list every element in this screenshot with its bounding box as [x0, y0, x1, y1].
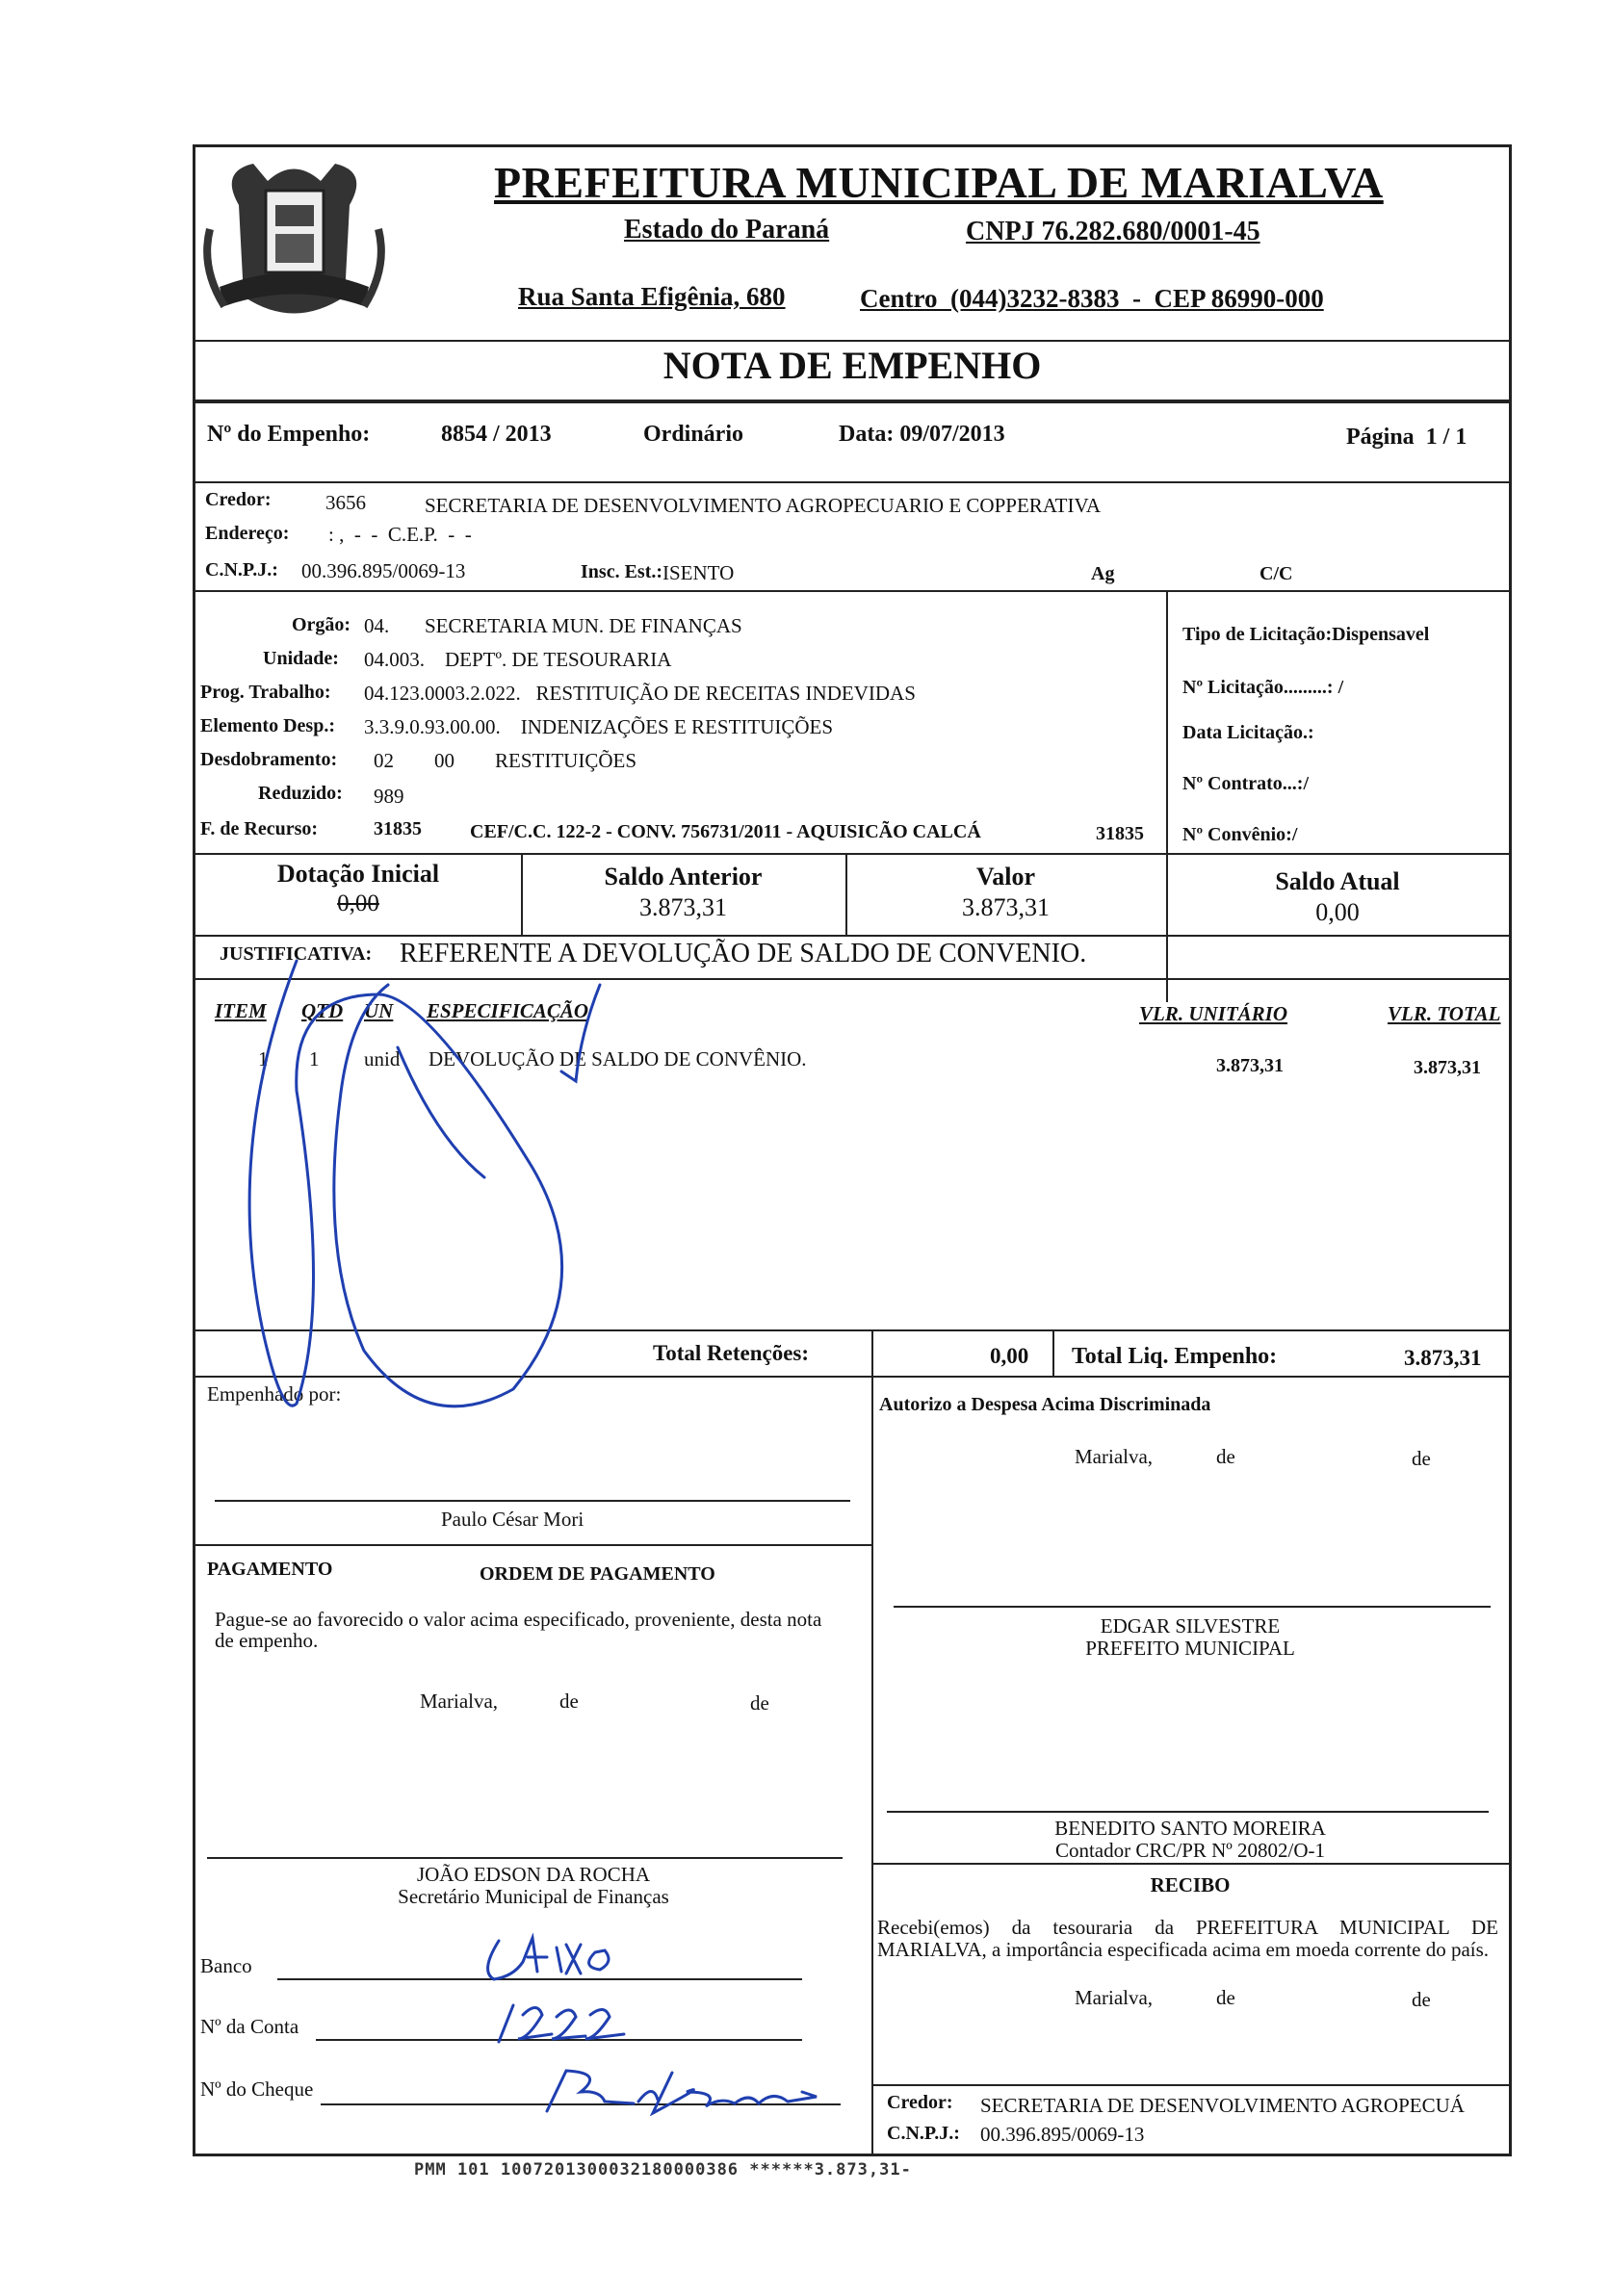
retencoes-label: Total Retenções: [653, 1341, 810, 1365]
desdobramento-value: 02 00 RESTITUIÇÕES [374, 749, 636, 772]
autorizo-de1: de [1216, 1445, 1235, 1468]
footer-cnpj-label: C.N.P.J.: [887, 2123, 960, 2144]
numero-licitacao: Nº Licitação.........: / [1182, 677, 1344, 698]
orgao-label: Orgão: [292, 614, 351, 635]
state-name: Estado do Paraná [624, 215, 830, 245]
pagamento-de2: de [750, 1691, 769, 1715]
retencoes-value: 0,00 [990, 1344, 1029, 1368]
empenhado-label: Empenhado por: [207, 1382, 342, 1406]
desdobramento-label: Desdobramento: [200, 749, 338, 770]
liquido-label: Total Liq. Empenho: [1072, 1344, 1278, 1369]
row-qtd-cell: 1 [309, 1047, 320, 1071]
data-licitacao: Data Licitação.: [1182, 722, 1314, 743]
recibo-de1: de [1216, 1986, 1235, 2009]
elemento-value: 3.3.9.0.93.00.00. INDENIZAÇÕES E RESTITUIÇÕES [364, 715, 834, 738]
empenho-date: Data: 09/07/2013 [839, 422, 1005, 447]
conta-label: Nº da Conta [200, 2015, 299, 2038]
empenhado-signer: Paulo César Mori [441, 1508, 584, 1531]
numero-contrato: Nº Contrato...:/ [1182, 773, 1310, 794]
liquido-value: 3.873,31 [1404, 1346, 1482, 1370]
credor-label: Credor: [205, 489, 272, 510]
empenho-number: 8854 / 2013 [441, 422, 552, 447]
saldo-atual-label: Saldo Atual [1275, 867, 1400, 895]
cheque-label: Nº do Cheque [200, 2077, 314, 2101]
pagamento-label: PAGAMENTO [207, 1559, 333, 1580]
document-title: NOTA DE EMPENHO [662, 344, 1042, 387]
conta-handwriting [494, 1996, 648, 2049]
valor-value: 3.873,31 [962, 893, 1050, 921]
footer-credor-label: Credor: [887, 2092, 953, 2113]
elemento-label: Elemento Desp.: [200, 715, 335, 736]
recibo-de2: de [1412, 1988, 1431, 2011]
municipality-title: PREFEITURA MUNICIPAL DE MARIALVA [494, 158, 1384, 207]
prog-value: 04.123.0003.2.022. RESTITUIÇÃO DE RECEITAS INDEVIDAS [364, 682, 916, 705]
dotacao-label: Dotação Inicial [276, 860, 440, 888]
contador-name: BENEDITO SANTO MOREIRA [1054, 1817, 1326, 1840]
pagamento-place: Marialva, [420, 1690, 499, 1713]
especificacao-header: ESPECIFICAÇÃO [427, 999, 589, 1022]
cheque-signature [528, 2063, 874, 2116]
cc-label: C/C [1259, 563, 1293, 584]
pagamento-de1: de [559, 1690, 579, 1713]
contador-role: Contador CRC/PR Nº 20802/O-1 [1054, 1839, 1326, 1862]
autorizo-place: Marialva, [1075, 1445, 1154, 1468]
banco-label: Banco [200, 1954, 252, 1977]
reduzido-label: Reduzido: [258, 783, 343, 804]
credor-cnpj: 00.396.895/0069-13 [301, 559, 466, 582]
vlr-unitario-header: VLR. UNITÁRIO [1139, 1002, 1288, 1025]
dotacao-value: 0,00 [337, 890, 379, 916]
empenho-type: Ordinário [643, 422, 744, 447]
credor-code: 3656 [325, 491, 366, 514]
empenho-number-label: Nº do Empenho: [207, 422, 371, 447]
pagamento-signer-role: Secretário Municipal de Finanças [398, 1885, 669, 1908]
valor-label: Valor [975, 863, 1036, 890]
saldo-anterior-value: 3.873,31 [639, 893, 727, 921]
numero-convenio: Nº Convênio:/ [1182, 824, 1298, 845]
footer-credor-name: SECRETARIA DE DESENVOLVIMENTO AGROPECUÁ [980, 2094, 1465, 2117]
tipo-licitacao: Tipo de Licitação:Dispensavel [1182, 624, 1430, 645]
credor-endereco: : , - - C.E.P. - - [328, 523, 472, 546]
unidade-value: 04.003. DEPTº. DE TESOURARIA [364, 648, 672, 671]
endereco-label: Endereço: [205, 523, 290, 544]
row-item-cell: 1 [258, 1047, 269, 1071]
qtd-header: QTD [301, 999, 344, 1022]
empenho-form [193, 144, 1512, 2156]
unidade-label: Unidade: [263, 648, 339, 669]
coat-of-arms-logo [200, 152, 388, 330]
saldo-atual-value: 0,00 [1315, 898, 1360, 926]
cnpj-label: C.N.P.J.: [205, 559, 278, 580]
pagamento-text: Pague-se ao favorecido o valor acima especificado, proveniente, desta nota de empenho. [215, 1608, 822, 1652]
recurso-description: CEF/C.C. 122-2 - CONV. 756731/2011 - AQUISICÃO CALCÁ [470, 821, 981, 842]
orgao-value: 04. SECRETARIA MUN. DE FINANÇAS [364, 614, 742, 637]
row-unitario-cell: 3.873,31 [1216, 1055, 1284, 1076]
credor-name: SECRETARIA DE DESENVOLVIMENTO AGROPECUARIO E COPPERATIVA [425, 494, 1102, 517]
saldo-anterior-label: Saldo Anterior [604, 863, 763, 890]
prog-label: Prog. Trabalho: [200, 682, 331, 703]
row-especificacao-cell: DEVOLUÇÃO DE SALDO DE CONVÊNIO. [428, 1047, 807, 1071]
ordem-pagamento-title: ORDEM DE PAGAMENTO [480, 1563, 715, 1585]
vlr-total-header: VLR. TOTAL [1388, 1002, 1501, 1025]
credor-insc: ISENTO [662, 561, 735, 584]
footer-cnpj-value: 00.396.895/0069-13 [980, 2123, 1145, 2146]
recurso-label: F. de Recurso: [200, 818, 319, 839]
autorizo-signer-name: EDGAR SILVESTRE [1100, 1614, 1281, 1638]
recibo-text: Recebi(emos) da tesouraria da PREFEITURA MUNICIPAL DE MARIALVA, a importância especificada acima em moeda corrente do país. [877, 1916, 1498, 1961]
recibo-place: Marialva, [1075, 1986, 1154, 2009]
recurso-value: 31835 [374, 818, 422, 839]
autorizo-de2: de [1412, 1447, 1431, 1470]
justificativa-label: JUSTIFICATIVA: [220, 943, 373, 965]
recurso-code: 31835 [1096, 823, 1144, 844]
cnpj-header: CNPJ 76.282.680/0001-45 [966, 217, 1260, 246]
pagamento-signer-name: JOÃO EDSON DA ROCHA [416, 1863, 651, 1886]
justificativa-text: REFERENTE A DEVOLUÇÃO DE SALDO DE CONVENIO. [400, 939, 1087, 968]
row-total-cell: 3.873,31 [1414, 1057, 1481, 1078]
row-un-cell: unid [364, 1047, 401, 1071]
page-number: Página 1 / 1 [1346, 425, 1467, 450]
item-header: ITEM [215, 999, 267, 1022]
autorizo-label: Autorizo a Despesa Acima Discriminada [879, 1394, 1211, 1415]
address-contact: Centro (044)3232-8383 - CEP 86990-000 [860, 284, 1324, 313]
autorizo-signer-role: PREFEITO MUNICIPAL [1085, 1637, 1295, 1660]
un-header: UN [364, 999, 394, 1022]
machine-stamp: PMM 101 1007201300032180000386 ******3.873,31- [414, 2160, 912, 2180]
ag-label: Ag [1091, 563, 1115, 584]
reduzido-value: 989 [374, 785, 404, 808]
recibo-title: RECIBO [1150, 1873, 1231, 1896]
banco-handwriting [475, 1933, 667, 1986]
address-street: Rua Santa Efigênia, 680 [518, 282, 786, 311]
insc-label: Insc. Est.: [581, 561, 663, 582]
